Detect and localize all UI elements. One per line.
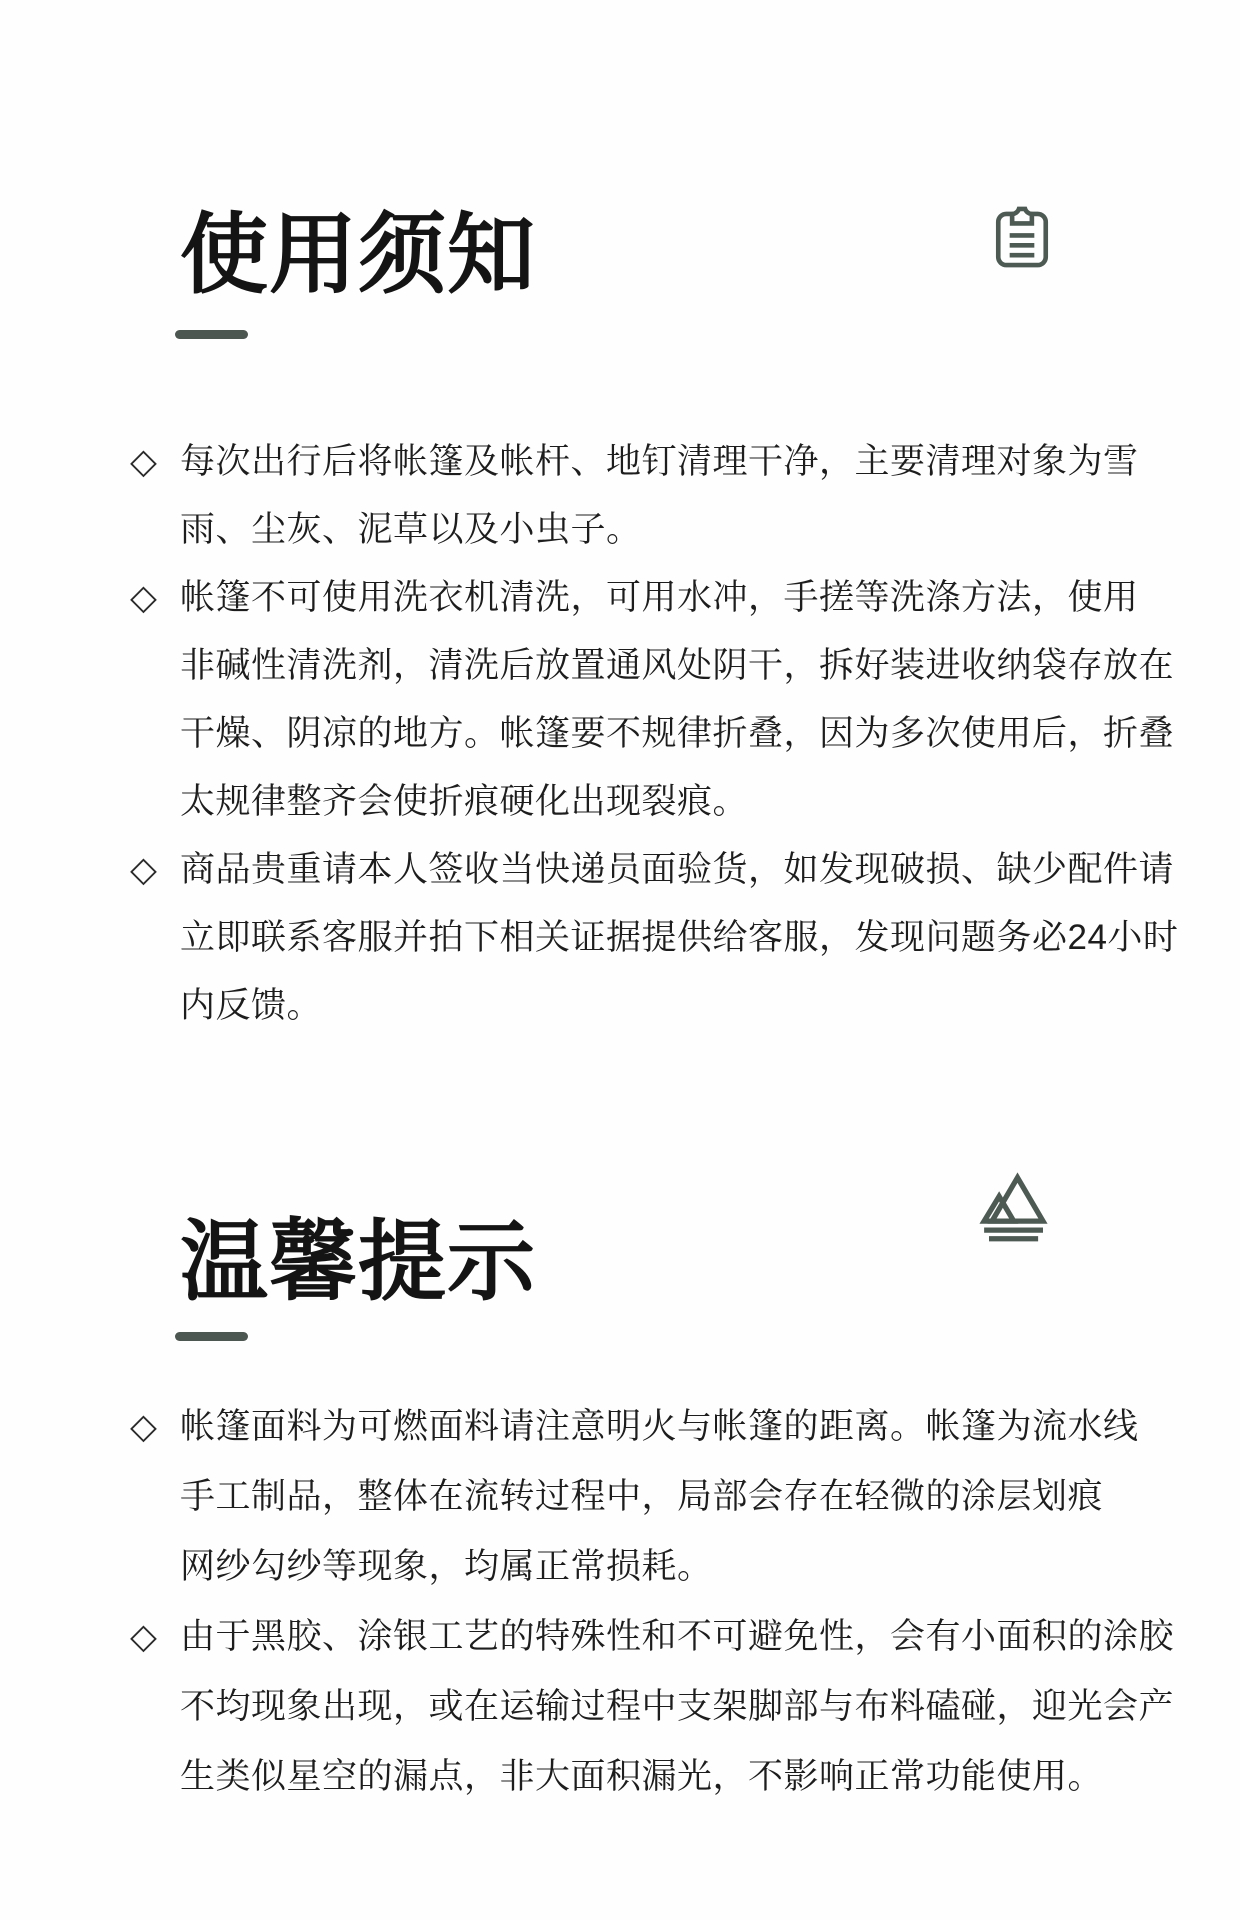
- warm-tips-title: 温馨提示: [180, 1211, 537, 1311]
- notice-item: [130, 564, 1175, 836]
- notice-item: [130, 1392, 1160, 1602]
- notice-text: 由于黑胶、涂银工艺的特殊性和不可避免性，会有小面积的涂胶 不均现象出现，或在运输过程中支架脚部与布料磕碰，迎光会产 生类似星空的漏点，非大面积漏光，不影响正常功能使用。: [180, 1617, 1175, 1796]
- notice-item: [130, 428, 1160, 564]
- clipboard-icon: [985, 198, 1059, 276]
- diamond-bullet-icon: ◇: [130, 1407, 157, 1446]
- notice-text: 商品贵重请本人签收当快递员面验货，如发现破损、缺少配件请 立即联系客服并拍下相关证据提供给客服，发现问题务必24小时 内反馈。: [180, 850, 1179, 1025]
- notice-item: [130, 1602, 1175, 1812]
- notice-text: 帐篷不可使用洗衣机清洗，可用水冲，手搓等洗涤方法，使用 非碱性清洗剂，清洗后放置通风处阴干，拆好装进收纳袋存放在 干燥、阴凉的地方。帐篷要不规律折叠，因为多次使用后，折叠 太规律整齐会使折痕硬化出现裂痕。: [180, 578, 1175, 821]
- diamond-bullet-icon: ◇: [130, 578, 157, 617]
- warm-tips-list: [130, 1392, 1175, 1812]
- diamond-bullet-icon: ◇: [130, 1617, 157, 1656]
- notice-item: [130, 836, 1179, 1040]
- notice-text: 帐篷面料为可燃面料请注意明火与帐篷的距离。帐篷为流水线 手工制品，整体在流转过程中，局部会存在轻微的涂层划痕 网纱勾纱等现象，均属正常损耗。: [180, 1407, 1139, 1586]
- diamond-bullet-icon: ◇: [130, 442, 157, 481]
- diamond-bullet-icon: ◇: [130, 850, 157, 889]
- usage-notice-list: [130, 428, 1179, 1040]
- title-underline-dash: [175, 330, 248, 339]
- title-underline-dash: [175, 1332, 248, 1341]
- notice-text: 每次出行后将帐篷及帐杆、地钉清理干净，主要清理对象为雪 雨、尘灰、泥草以及小虫子。: [180, 442, 1139, 549]
- mountain-icon: [968, 1164, 1058, 1258]
- usage-notice-title: 使用须知: [180, 204, 537, 304]
